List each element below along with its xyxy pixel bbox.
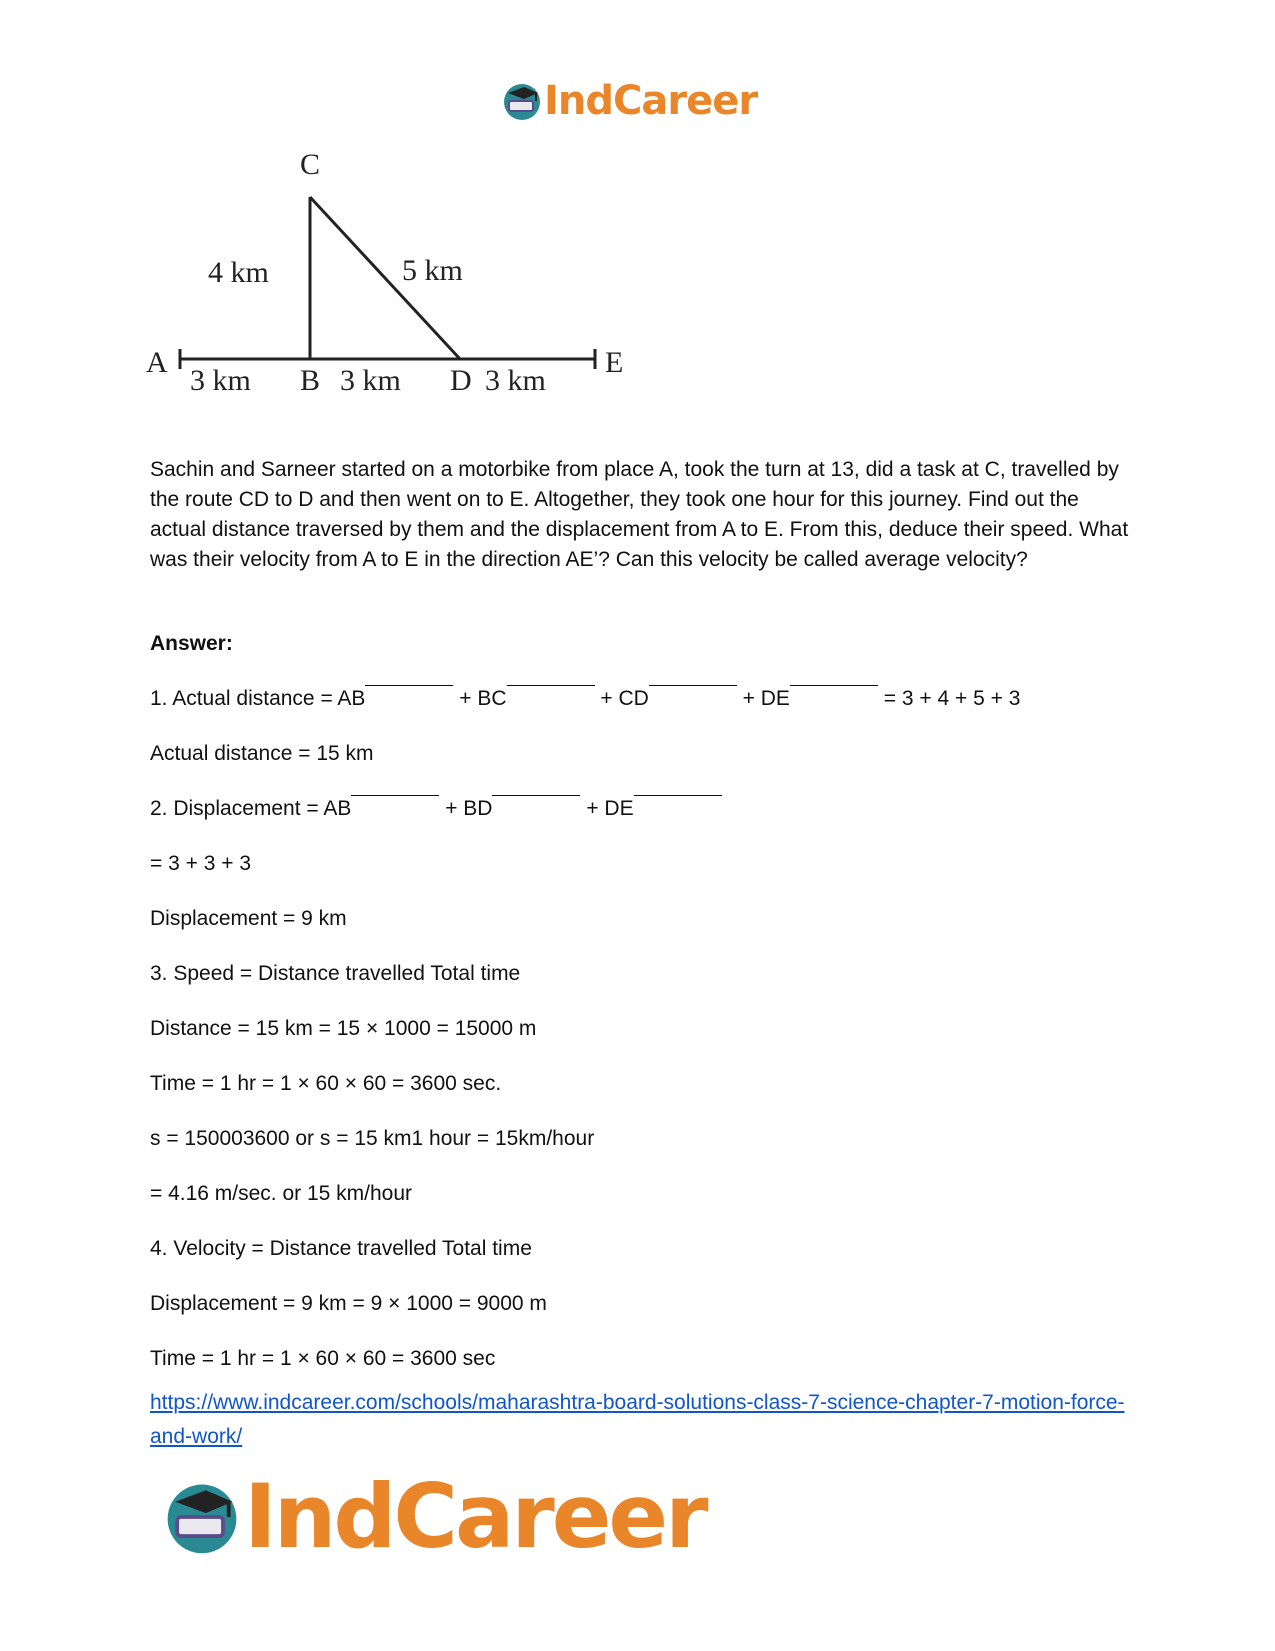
vector-bar	[507, 685, 595, 686]
answer-line-10: = 4.16 m/sec. or 15 km/hour	[150, 1182, 413, 1205]
answer-line-5: Displacement = 9 km	[150, 907, 347, 930]
label-a: A	[146, 346, 168, 379]
line1-term-de: + DE	[742, 687, 790, 710]
logo-wordmark: IndCareer	[244, 1465, 706, 1568]
graduation-globe-icon	[160, 1475, 244, 1559]
line3-term-bd: + BD	[445, 797, 493, 820]
vector-bar	[365, 685, 453, 686]
answer-line-13: Time = 1 hr = 1 × 60 × 60 = 3600 sec	[150, 1347, 496, 1370]
answer-heading: Answer:	[150, 632, 233, 655]
line3-prefix: 2. Displacement = AB	[150, 797, 352, 820]
length-de: 3 km	[485, 364, 546, 397]
line1-term-cd: + CD	[600, 687, 649, 710]
answer-line-7: Distance = 15 km = 15 × 1000 = 15000 m	[150, 1017, 537, 1040]
source-link[interactable]: https://www.indcareer.com/schools/maharashtra-board-solutions-class-7-science-chapter-7-motion-force-and-work/	[150, 1391, 1125, 1448]
graduation-globe-icon	[500, 79, 544, 123]
answer-line-6: 3. Speed = Distance travelled Total time	[150, 962, 521, 985]
answer-line-4: = 3 + 3 + 3	[150, 852, 252, 875]
answer-line-1	[150, 687, 1020, 711]
vector-bar	[649, 685, 737, 686]
vector-bar	[790, 685, 878, 686]
route-diagram	[140, 150, 660, 410]
length-ab: 3 km	[190, 364, 251, 397]
line1-suffix: = 3 + 4 + 5 + 3	[883, 687, 1021, 710]
length-cd: 5 km	[402, 254, 463, 287]
header-logo	[500, 78, 757, 124]
vector-bar	[351, 795, 439, 796]
answer-line-8: Time = 1 hr = 1 × 60 × 60 = 3600 sec.	[150, 1072, 502, 1095]
label-e: E	[605, 346, 624, 379]
line3-term-de: + DE	[586, 797, 634, 820]
line1-prefix: 1. Actual distance = AB	[150, 687, 366, 710]
answer-line-3	[150, 797, 722, 821]
logo-wordmark: IndCareer	[544, 78, 758, 124]
label-b: B	[300, 364, 321, 397]
footer-logo	[160, 1465, 706, 1568]
length-bc: 4 km	[208, 256, 269, 289]
answer-line-12: Displacement = 9 km = 9 × 1000 = 9000 m	[150, 1292, 547, 1315]
answer-line-11: 4. Velocity = Distance travelled Total time	[150, 1237, 532, 1260]
answer-line-9: s = 150003600 or s = 15 km1 hour = 15km/hour	[150, 1127, 595, 1150]
vector-bar	[634, 795, 722, 796]
label-d: D	[450, 364, 472, 397]
question-text: Sachin and Sarneer started on a motorbike from place A, took the turn at 13, did a task at C, travelled by the route CD to D and then went on to E. Altogether, they took one hour for this journey. Find out the actual distance traversed by them and the displacement from A to E. From this, deduce their speed. What was their velocity from A to E in the direction AE’? Can this velocity be called average velocity?	[150, 458, 1129, 571]
length-bd: 3 km	[340, 364, 401, 397]
label-c: C	[300, 150, 321, 181]
answer-line-2: Actual distance = 15 km	[150, 742, 374, 765]
line1-term-bc: + BC	[459, 687, 507, 710]
vector-bar	[492, 795, 580, 796]
